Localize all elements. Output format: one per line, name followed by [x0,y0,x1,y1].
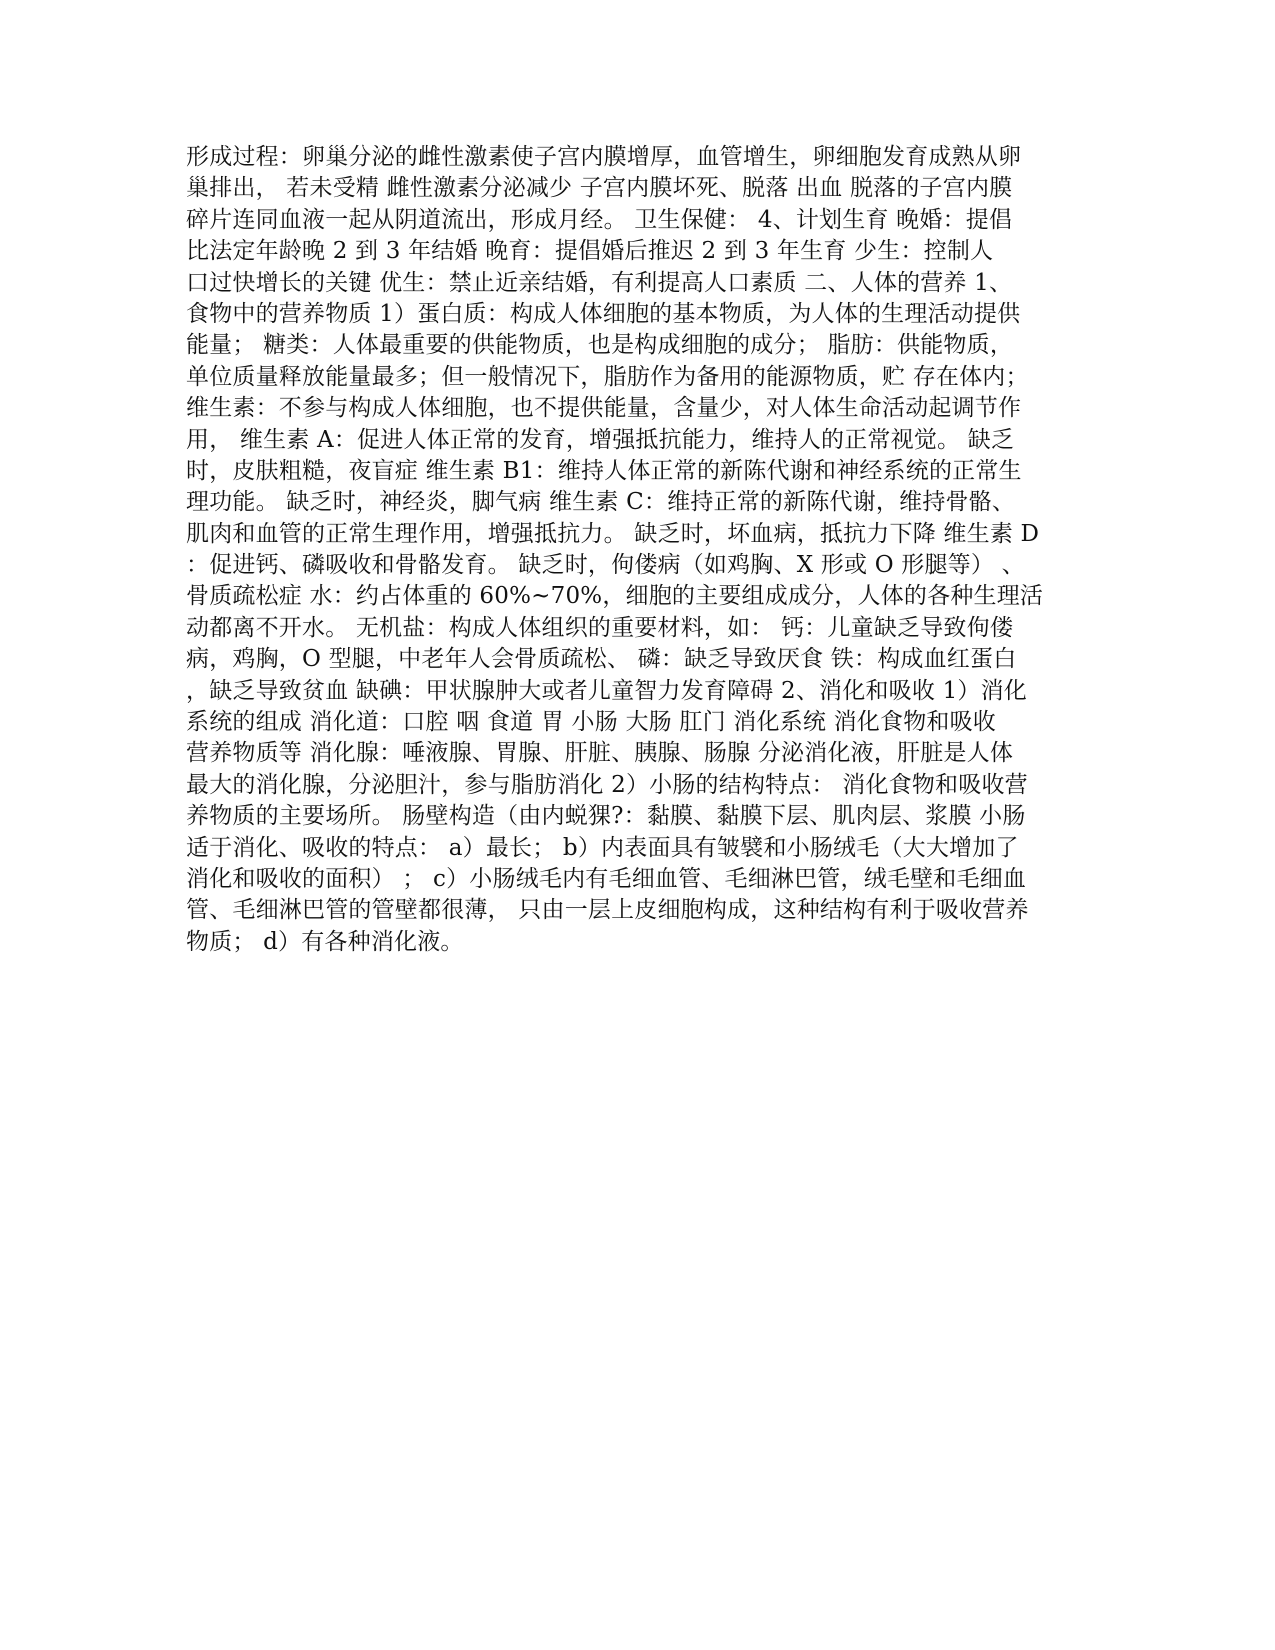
text-line: 骨质疏松症 水：约占体重的 60%~70%，细胞的主要组成成分，人体的各种生理活 [186,583,1044,610]
text-line: 食物中的营养物质 1）蛋白质：构成人体细胞的基本物质，为人体的生理活动提供 [186,300,1021,327]
text-line: 维生素：不参与构成人体细胞，也不提供能量，含量少，对人体生命活动起调节作 [186,395,1022,422]
text-line: 理功能。 缺乏时，神经炎，脚气病 维生素 C：维持正常的新陈代谢，维持骨骼、 [186,489,1016,516]
text-line: 物质； d）有各种消化液。 [186,928,464,955]
text-line: 碎片连同血液一起从阴道流出，形成月经。 卫生保健： 4、计划生育 晚婚：提倡 [186,206,1013,233]
text-line: 病，鸡胸，O 型腿，中老年人会骨质疏松、 磷：缺乏导致厌食 铁：构成血红蛋白 [186,646,1017,673]
text-line: 形成过程：卵巢分泌的雌性激素使子宫内膜增厚，血管增生，卵细胞发育成熟从卵 [186,144,1022,170]
body-text [186,142,1186,958]
text-line: 肌肉和血管的正常生理作用，增强抵抗力。 缺乏时，坏血病，抵抗力下降 维生素 D [186,520,1040,547]
text-line: 动都离不开水。 无机盐：构成人体组织的重要材料，如： 钙：儿童缺乏导致佝偻 [186,614,1014,641]
text-line: 消化和吸收的面积） ； c）小肠绒毛内有毛细血管、毛细淋巴管，绒毛壁和毛细血 [186,865,1027,892]
text-line: 单位质量释放能量最多；但一般情况下，脂肪作为备用的能源物质，贮 存在体内； [186,363,1029,390]
text-line: 比法定年龄晚 2 到 3 年结婚 晚育：提倡婚后推迟 2 到 3 年生育 少生：控制人 [186,238,994,265]
text-line: 系统的组成 消化道：口腔 咽 食道 胃 小肠 大肠 肛门 消化系统 消化食物和吸收 [186,709,996,736]
text-line: 时，皮肤粗糙，夜盲症 维生素 B1：维持人体正常的新陈代谢和神经系统的正常生 [186,457,1022,484]
text-line: ：促进钙、磷吸收和骨骼发育。 缺乏时，佝偻病（如鸡胸、X 形或 O 形腿等） 、 [186,552,1025,579]
text-line: 养物质的主要场所。 肠壁构造（由内蜕猓?：黏膜、黏膜下层、肌肉层、浆膜 小肠 [186,803,1026,830]
text-line: 营养物质等 消化腺：唾液腺、胃腺、肝脏、胰腺、肠腺 分泌消化液，肝脏是人体 [186,740,1014,767]
text-line: 适于消化、吸收的特点： a）最长； b）内表面具有皱襞和小肠绒毛（大大增加了 [186,834,1019,861]
text-line: 能量； 糖类：人体最重要的供能物质，也是构成细胞的成分； 脂肪：供能物质， [186,332,1014,359]
text-line: 最大的消化腺，分泌胆汁，参与脂肪消化 2）小肠的结构特点： 消化食物和吸收营 [186,771,1028,798]
text-line: 用， 维生素 A：促进人体正常的发育，增强抵抗能力，维持人的正常视觉。 缺乏 [186,426,1015,453]
text-line: ，缺乏导致贫血 缺碘：甲状腺肿大或者儿童智力发育障碍 2、消化和吸收 1）消化 [186,677,1027,704]
text-line: 管、毛细淋巴管的管壁都很薄， 只由一层上皮细胞构成，这种结构有利于吸收营养 [186,897,1029,924]
text-line: 巢排出， 若未受精 雌性激素分泌减少 子宫内膜坏死、脱落 出血 脱落的子宫内膜 [186,175,1013,202]
text-line: 口过快增长的关键 优生：禁止近亲结婚，有利提高人口素质 二、人体的营养 1、 [186,269,1013,296]
